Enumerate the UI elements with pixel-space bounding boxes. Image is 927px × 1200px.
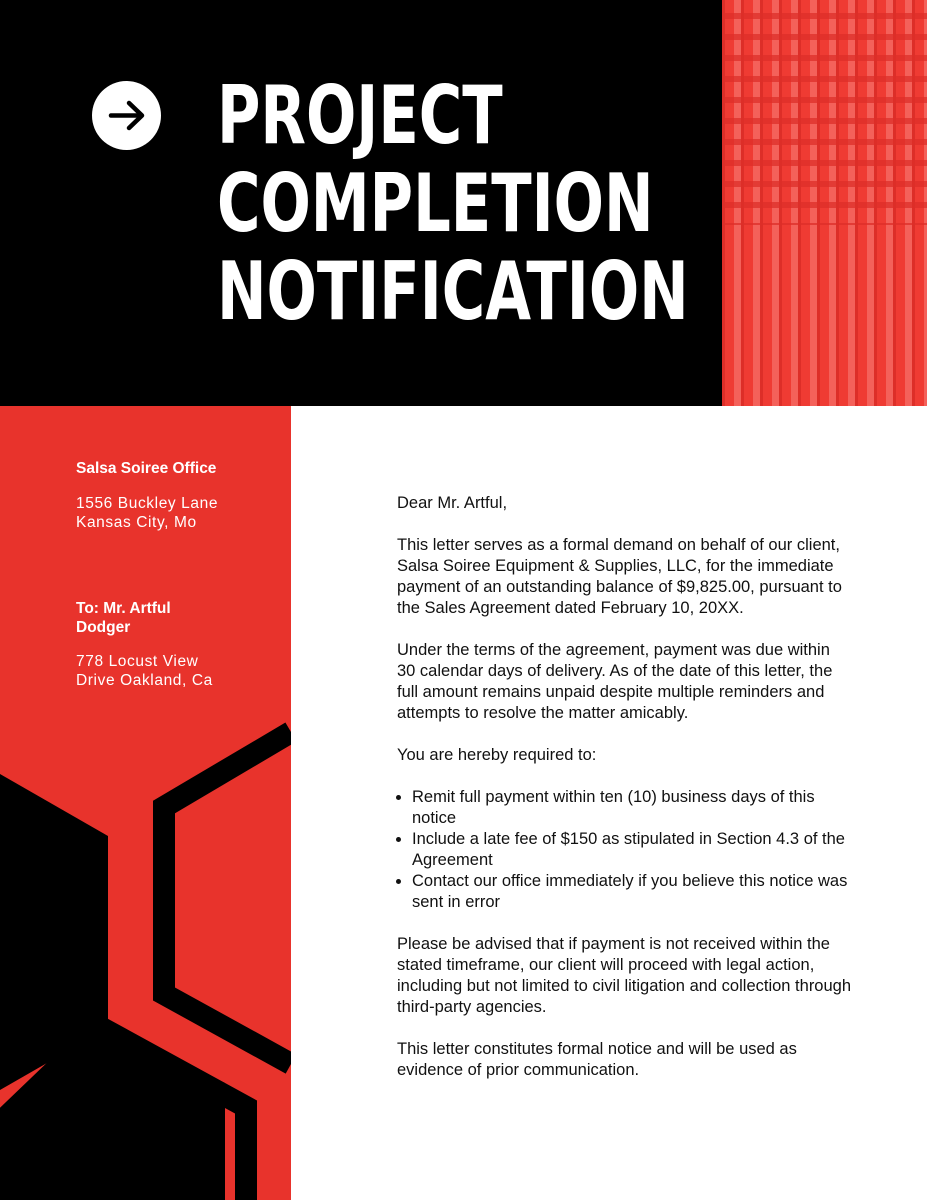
paragraph-4: Please be advised that if payment is not received within the stated timeframe, our client will proceed with legal action, including but not limited to civil litigation and collection through third-party agencies. xyxy=(397,935,852,1016)
list-item: • Remit full payment within ten (10) business days of this notice xyxy=(412,787,852,829)
requirements-list xyxy=(397,787,852,913)
decorative-grid-pattern xyxy=(722,0,927,406)
paragraph-5: This letter constitutes formal notice and will be used as evidence of prior communication. xyxy=(397,1040,797,1079)
paragraph-2: Under the terms of the agreement, payment was due within 30 calendar days of delivery. As of the date of this letter, the full amount remains unpaid despite multiple reminders and attempts to resolve the matter amicably. xyxy=(397,641,833,722)
salutation: Dear Mr. Artful, xyxy=(397,494,508,512)
recipient-name-line1: To: Mr. Artful xyxy=(76,600,171,617)
sidebar xyxy=(0,406,291,1200)
recipient-address-line1: 778 Locust View xyxy=(76,653,199,670)
arrow-right-icon xyxy=(92,81,161,150)
recipient-address-line2: Drive Oakland, Ca xyxy=(76,672,213,689)
header-banner xyxy=(0,0,722,406)
paragraph-3: You are hereby required to: xyxy=(397,746,597,764)
recipient-name-line2: Dodger xyxy=(76,619,131,636)
title-line-3: NOTIFICATION xyxy=(217,245,689,338)
letter-body xyxy=(397,493,852,1102)
paragraph-1: This letter serves as a formal demand on behalf of our client, Salsa Soiree Equipment & Supplies, LLC, for the immediate payment of an outstanding balance of $9,825.00, pursuant to the Sales Agreement dated February 10, 20XX. xyxy=(397,536,842,617)
title-line-2: COMPLETION xyxy=(217,157,654,250)
list-item: • Include a late fee of $150 as stipulated in Section 4.3 of the Agreement xyxy=(412,829,852,871)
sender-name: Salsa Soiree Office xyxy=(76,460,217,477)
page-title xyxy=(217,69,689,338)
sender-address-line2: Kansas City, Mo xyxy=(76,514,197,531)
list-item: • Contact our office immediately if you believe this notice was sent in error xyxy=(412,871,852,913)
title-line-1: PROJECT xyxy=(217,69,503,162)
sender-address-line1: 1556 Buckley Lane xyxy=(76,495,219,512)
